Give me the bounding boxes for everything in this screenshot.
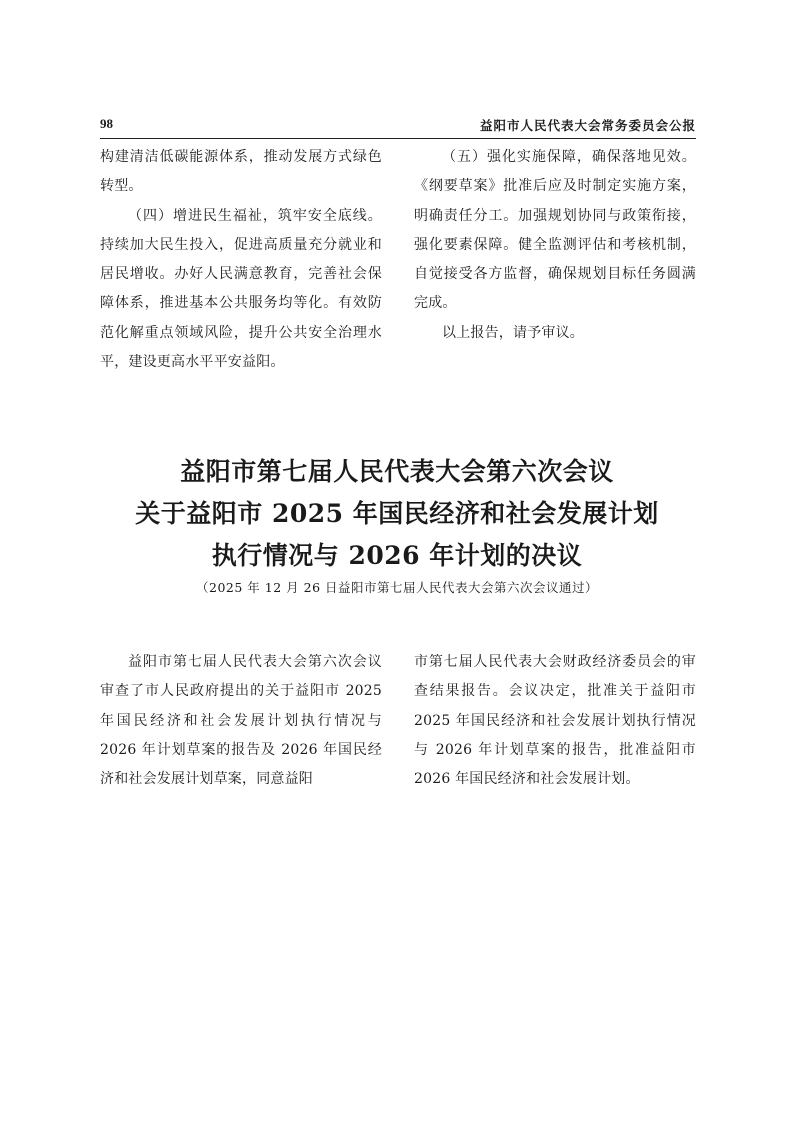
resolution-title-line-1: 益阳市第七届人民代表大会第六次会议 [180,457,614,486]
resolution-column-left [100,648,382,794]
journal-title: 益阳市人民代表大会常务委员会公报 [479,118,696,133]
resolution-title-line-3: 执行情况与 2026 年计划的决议 [211,541,583,570]
report-paragraph: 构建清洁低碳能源体系，推动发展方式绿色转型。 [100,149,382,195]
resolution-title-line-2: 关于益阳市 2025 年国民经济和社会发展计划 [135,499,659,528]
report-closing: 以上报告，请予审议。 [442,324,584,341]
resolution-body: 益阳市第七届人民代表大会第六次会议审查了市人民政府提出的关于益阳市 2025 年国民经济和社会发展计划执行情况与 2026 年计划草案的报告及 2026 年国民经济和社会发展计划草案，同意益阳 [100,654,382,788]
header-rule [100,138,696,139]
report-paragraph: （四）增进民生福祉，筑牢安全底线。持续加大民生投入，促进高质量充分就业和居民增收。办好人民满意教育，完善社会保障体系，推进基本公共服务均等化。有效防范化解重点领域风险，提升公共安全治理水平，建设更高水平平安益阳。 [100,207,382,371]
report-column-left [100,143,382,377]
resolution-body: 市第七届人民代表大会财政经济委员会的审查结果报告。会议决定，批准关于益阳市 2025 年国民经济和社会发展计划执行情况与 2026 年计划草案的报告，批准益阳市 2026 年国民经济和社会发展计划。 [414,654,696,788]
resolution-subtitle: （2025 年 12 月 26 日益阳市第七届人民代表大会第六次会议通过） [196,580,598,595]
page-header [100,116,696,136]
resolution-column-right [414,648,696,794]
page-number: 98 [100,116,113,131]
report-column-right [414,143,696,348]
report-paragraph: （五）强化实施保障，确保落地见效。《纲要草案》批准后应及时制定实施方案，明确责任分工。加强规划协同与政策衔接，强化要素保障。健全监测评估和考核机制，自觉接受各方监督，确保规划目标任务圆满完成。 [414,149,696,312]
